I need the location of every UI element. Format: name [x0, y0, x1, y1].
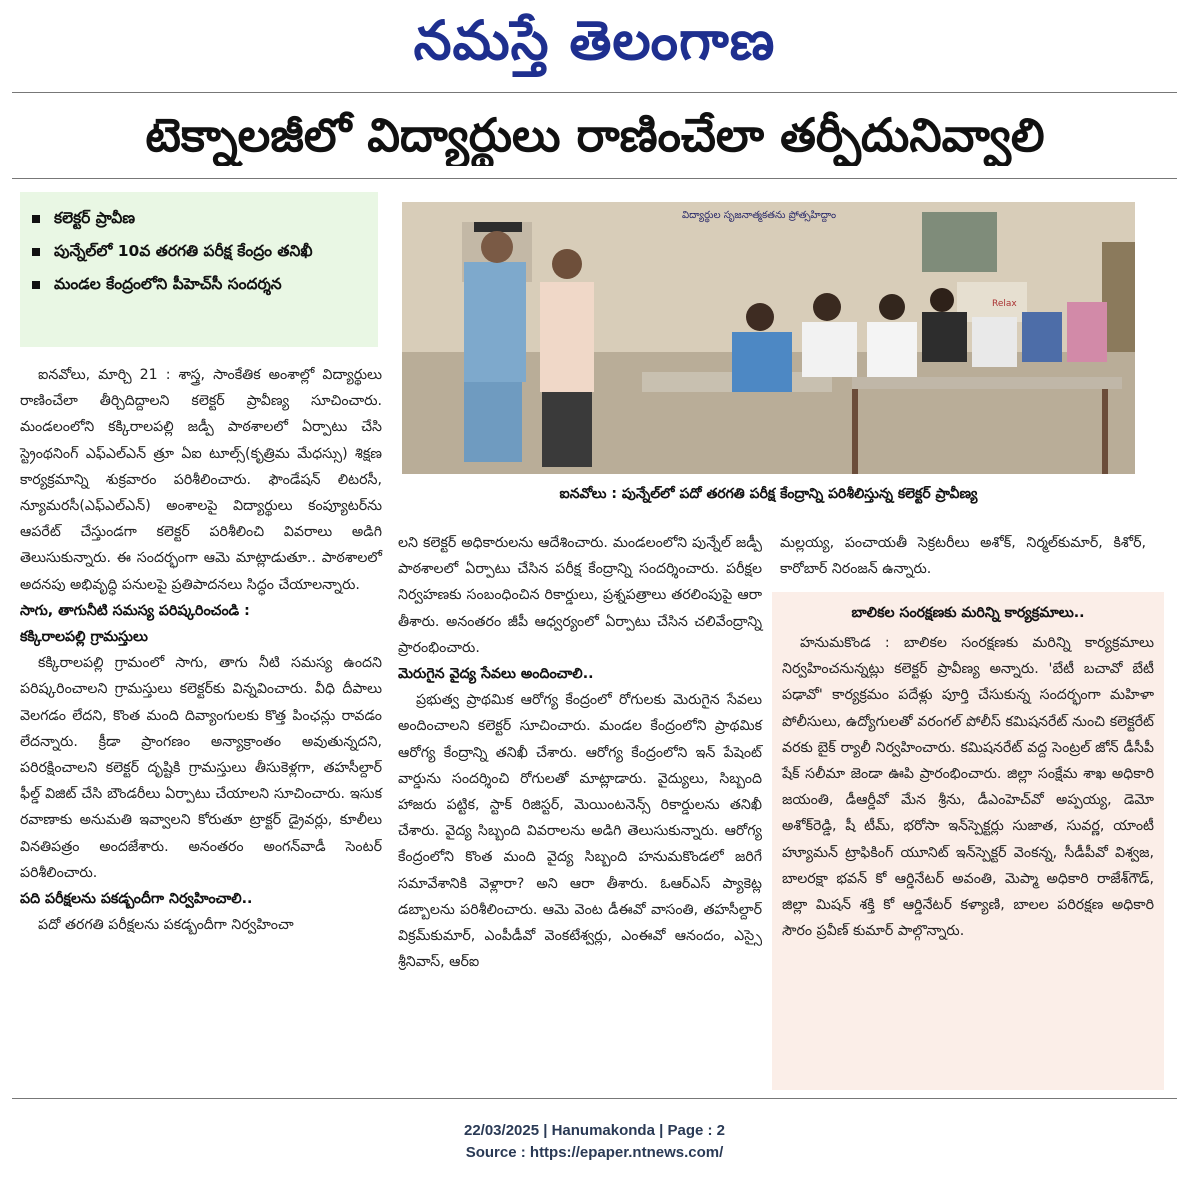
- masthead-title: నమస్తే తెలంగాణ: [413, 8, 776, 72]
- article-paragraph: ఐనవోలు, మార్చి 21 : శాస్త్ర, సాంకేతిక అంశాల్లో విద్యార్థులు రాణించేలా తీర్చిదిద్దాలని కలెక్టర్ ప్రావీణ్య సూచించారు. మండలంలోని కక్కిరాలపల్లి జడ్పీ పాఠశాలలో ఏర్పాటు చేసి స్ట్రెంథనింగ్ ఎఫ్‌ఎల్‌ఎన్ త్రూ ఏఐ టూల్స్(కృత్రిమ మేధస్సు) శిక్షణ కార్యక్రమాన్ని శుక్రవారం పరిశీలించారు. ఫౌండేషన్ లిటరసీ, న్యూమరసీ(ఎఫ్‌ఎల్‌ఎన్) అంశాలపై విద్యార్థులు కంప్యూటర్‌ను ఆపరేట్ చేస్తుండగా కలెక్టర్ పరిశీలించి వివరాలు అడిగి తెలుసుకున్నారు. ఈ సందర్భంగా ఆమె మాట్లాడుతూ.. పాఠశాలలో అదనపు అభివృద్ధి పనులపై ప్రతిపాదనలు సిద్ధం చేయాలన్నారు.: [20, 367, 382, 593]
- subheading: పది పరీక్షలను పకడ్బందీగా నిర్వహించాలి..: [20, 891, 253, 908]
- headline: టెక్నాలజీలో విద్యార్థులు రాణించేలా తర్ఫీదునివ్వాలి: [145, 108, 1045, 162]
- subheading: కక్కిరాలపల్లి గ్రామస్తులు: [20, 629, 148, 646]
- wall-banner: విద్యార్థుల సృజనాత్మకతను ప్రోత్సహిద్దాం: [682, 210, 837, 221]
- bullet-icon: [32, 248, 40, 256]
- highlights-box: [20, 192, 378, 347]
- subheading: మెరుగైన వైద్య సేవలు అందించాలి..: [398, 666, 594, 683]
- article-paragraph: కక్కిరాలపల్లి గ్రామంలో సాగు, తాగు నీటి సమస్య ఉందని పరిష్కరించాలని గ్రామస్తులు కలెక్టర్‌కు విన్నవించారు. వీధి దీపాలు వెలగడం లేదని, కొంత మంది దివ్యాంగులకు కొత్త పింఛన్లు రావడం లేదన్నారు. క్రీడా ప్రాంగణం అన్యాక్రాంతం అవుతున్నదని, పరిరక్షించాలని కలెక్టర్ దృష్టికి గ్రామస్తులు తీసుకెళ్లగా, తహసీల్దార్ ఫీల్డ్ విజిట్ చేసి బౌండరీలు ఏర్పాటు చేయాలని సూచించారు. ఇసుక రవాణాకు అనుమతి ఇవ్వాలని కోరుతూ ట్రాక్టర్ డ్రైవర్లు, కూలీలు వినతిపత్రం అందజేశారు. అనంతరం అంగన్‌వాడీ సెంటర్ పరిశీలించారు.: [20, 655, 382, 881]
- article-column-1: [20, 362, 382, 938]
- masthead: [0, 0, 1189, 86]
- article-paragraph: మల్లయ్య, పంచాయతీ సెక్రటరీలు అశోక్, నిర్మల్‌కుమార్, కిశోర్, కారోబార్ నిరంజన్ ఉన్నారు.: [780, 535, 1146, 578]
- bullet-icon: [32, 215, 40, 223]
- subheading: సాగు, తాగునీటి సమస్య పరిష్కరించండి :: [20, 602, 250, 619]
- top-divider: [12, 92, 1177, 93]
- article-column-2: [398, 530, 762, 975]
- bottom-divider: [12, 1098, 1177, 1099]
- bullet-icon: [32, 281, 40, 289]
- headline-divider: [12, 178, 1177, 179]
- sidebar-story-title: బాలికల సంరక్షణకు మరిన్ని కార్యక్రమాలు..: [851, 605, 1085, 621]
- footer-date-edition: 22/03/2025 | Hanumakonda | Page : 2: [463, 1122, 725, 1139]
- article-paragraph: పదో తరగతి పరీక్షలను పకడ్బందీగా నిర్వహించా: [38, 917, 294, 934]
- photo-caption: ఐనవోలు : పున్నేల్‌లో పదో తరగతి పరీక్ష కేంద్రాన్ని పరిశీలిస్తున్న కలెక్టర్ ప్రావీణ్య: [559, 486, 978, 502]
- highlight-item: పున్నేల్‌లో 10వ తరగతి పరీక్ష కేంద్రం తనిఖీ: [32, 235, 370, 268]
- news-photo: [402, 202, 1135, 474]
- sidebar-story-text: హనుమకొండ : బాలికల సంరక్షణకు మరిన్ని కార్యక్రమాలు నిర్వహించనున్నట్లు కలెక్టర్ ప్రావీణ్య అన్నారు. 'బేటీ బచావో బేటీ పఢావో' కార్యక్రమం పదేళ్లు పూర్తి చేసుకున్న సందర్భంగా మహిళా పోలీసులు, ఉద్యోగులతో వరంగల్ పోలీస్ కమిషనరేట్ నుంచి కలెక్టరేట్ వరకు బైక్ ర్యాలీ నిర్వహించారు. కమిషనరేట్ వద్ద సెంట్రల్ జోన్ డీసీపీ షేక్ సలీమా జెండా ఊపి ప్రారంభించారు. జిల్లా సంక్షేమ శాఖ అధికారి జయంతి, డీఆర్డీవో మేన శ్రీను, డీఎంహెచ్‌వో అప్పయ్య, డెమో అశోక్‌రెడ్డి, షీ టీమ్, భరోసా ఇన్‌స్పెక్టర్లు సుజాత, సువర్ణ, యాంటీ హ్యూమన్ ట్రాఫికింగ్ యూనిట్ ఇన్‌స్పెక్టర్ వెంకన్న, సీడీపీవో విశ్వజ, బాలరక్షా భవన్ కో ఆర్డినేటర్ అవంతి, మెప్మా అధికారి రాజేశ్‌గౌడ్, జిల్లా మిషన్ శక్తి కో ఆర్డినేటర్ కళ్యాణి, బాలల పరిరక్షణ అధికారి సౌరం ప్రవీణ్ కుమార్ పాల్గొన్నారు.: [782, 635, 1154, 940]
- article-paragraph: లని కలెక్టర్ అధికారులను ఆదేశించారు. మండలంలోని పున్నేల్ జడ్పీ పాఠశాలలో ఏర్పాటు చేసిన పరీక్ష కేంద్రాన్ని సందర్శించారు. పరీక్షల నిర్వహణకు సంబంధించిన రికార్డులు, ప్రశ్నపత్రాలు తరలింపుపై ఆరా తీశారు. అనంతరం జీపీ ఆధ్వర్యంలో ఏర్పాటు చేసిన చలివేంద్రాన్ని ప్రారంభించారు.: [398, 535, 762, 656]
- board-text: Relax: [992, 299, 1017, 309]
- classroom-illustration: [402, 202, 1135, 474]
- article-column-3: [780, 530, 1146, 582]
- page-footer: [0, 1120, 1189, 1164]
- footer-source: Source : https://epaper.ntnews.com/: [465, 1144, 724, 1161]
- highlight-item: కలెక్టర్ ప్రావీణ: [32, 202, 370, 235]
- article-paragraph: ప్రభుత్వ ప్రాథమిక ఆరోగ్య కేంద్రంలో రోగులకు మెరుగైన సేవలు అందించాలని కలెక్టర్ సూచించారు. మండల కేంద్రంలోని ప్రాథమిక ఆరోగ్య కేంద్రాన్ని తనిఖీ చేశారు. ఆరోగ్య కేంద్రంలోని ఇన్ పేషెంట్ వార్డును సందర్శించి రోగులతో మాట్లాడారు. వైద్యులు, సిబ్బంది హాజరు పట్టిక, స్టాక్ రిజిస్టర్, మెయింటనెన్స్ రికార్డులను తనిఖీ చేశారు. వైద్య సిబ్బంది వివరాలను అడిగి తెలుసుకున్నారు. ఆరోగ్య కేంద్రంలోని కొంత మంది వైద్య సిబ్బంది హనుమకొండలో జరిగే సమావేశానికి వెళ్లారా? అని ఆరా తీశారు. ఓఆర్ఎస్ ప్యాకెట్ల డబ్బాలను పరిశీలించారు. ఆమె వెంట డీఈవో వాసంతి, తహసీల్దార్ విక్రమ్‌కుమార్, ఎంపీడీవో వెంకటేశ్వర్లు, ఎంఈవో ఆనందం, ఎస్సై శ్రీనివాస్, ఆర్ఐ: [398, 692, 762, 971]
- highlight-item: మండల కేంద్రంలోని పీహెచ్‌సీ సందర్శన: [32, 268, 370, 301]
- sidebar-story: [772, 592, 1164, 1090]
